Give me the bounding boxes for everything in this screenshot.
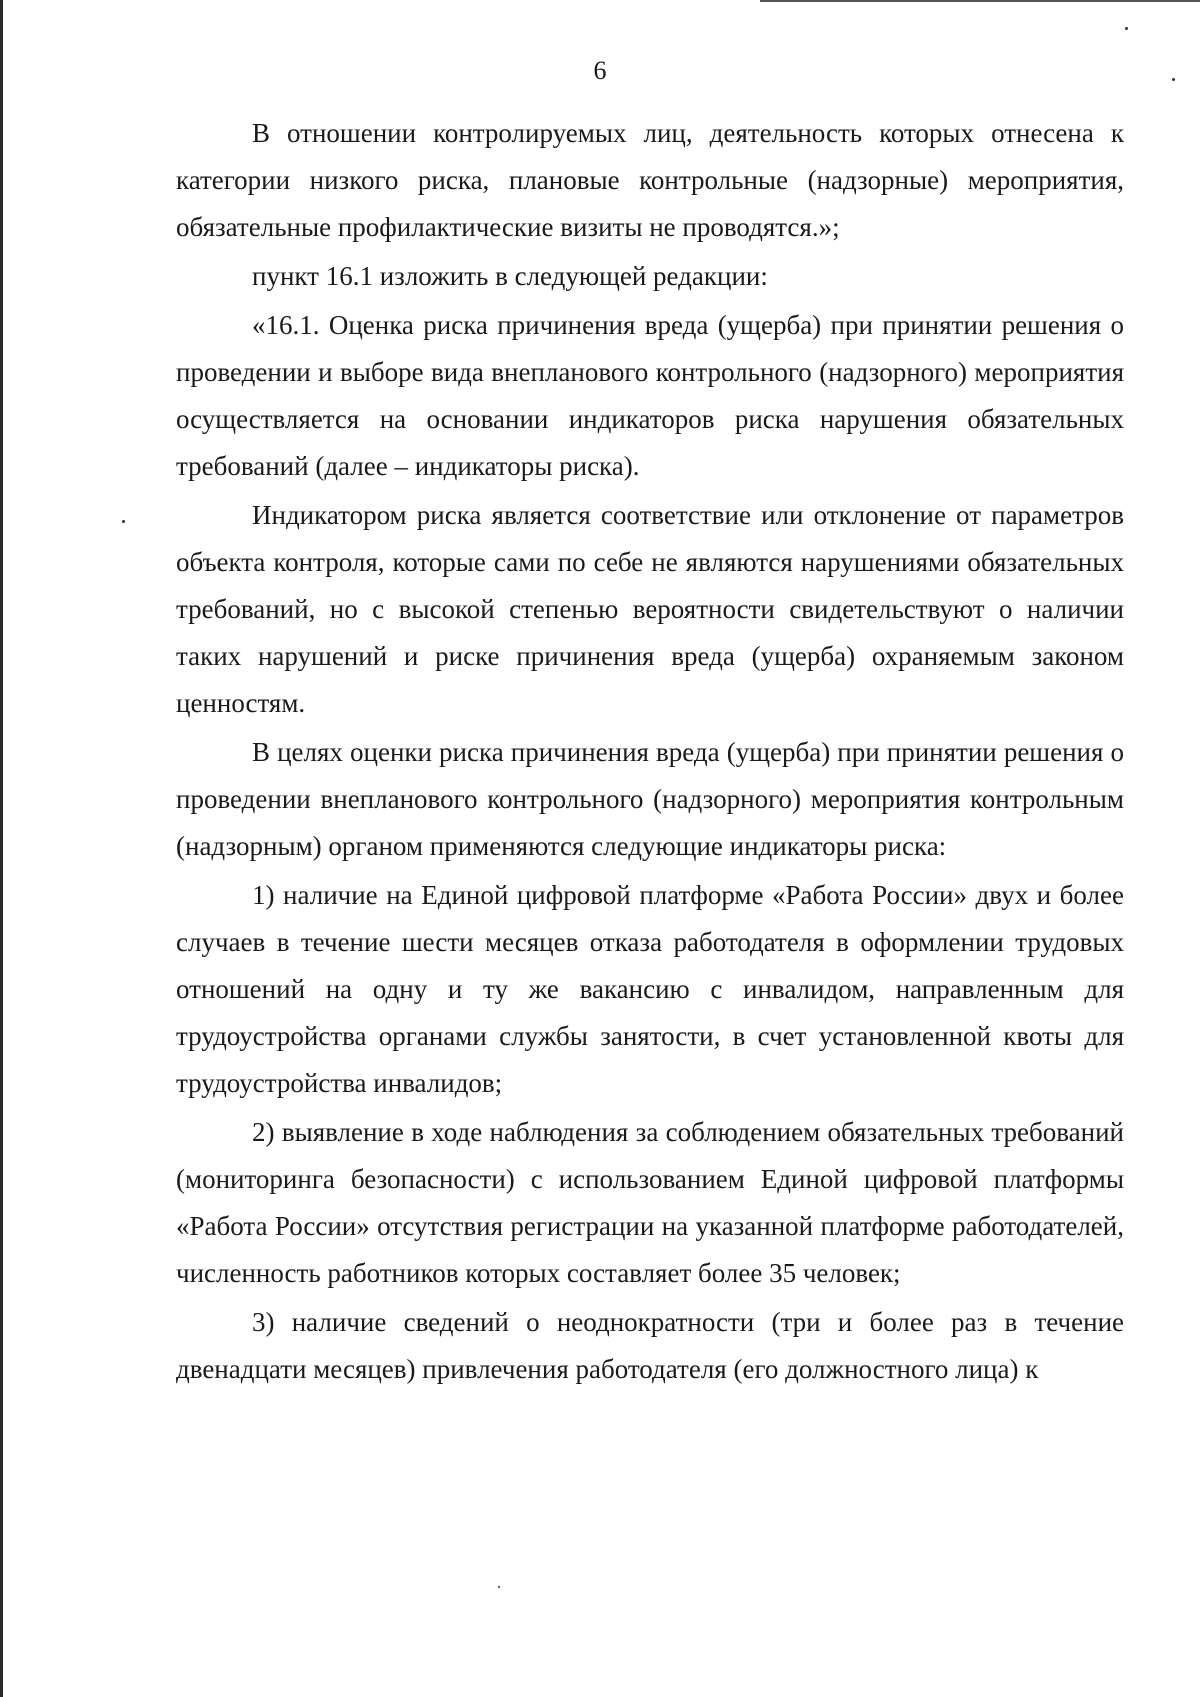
page-number: 6 xyxy=(593,56,607,85)
paragraph-risk-indicators-intro: В целях оценки риска причинения вреда (ущерба) при принятии решения о проведении внепланового контрольного (надзорного) мероприятия контрольным (надзорным) органом применяются следующие индикаторы риска: xyxy=(176,737,1124,861)
scan-speck xyxy=(122,520,125,523)
list-item-2: 2) выявление в ходе наблюдения за соблюдением обязательных требований (мониторинга безопасности) с использованием Единой цифровой платформы «Работа России» отсутствия регистрации на указанной платформе работодателей, численность работников которых составляет более 35 человек; xyxy=(176,1117,1124,1288)
scan-left-edge xyxy=(0,0,3,1697)
scan-top-edge xyxy=(760,0,1200,2)
list-item-3: 3) наличие сведений о неоднократности (три и более раз в течение двенадцати месяцев) привлечения работодателя (его должностного лица) к xyxy=(176,1307,1124,1384)
scan-speck xyxy=(498,1586,500,1588)
paragraph-risk-indicator-definition: Индикатором риска является соответствие или отклонение от параметров объекта контроля, которые сами по себе не являются нарушениями обязательных требований, но с высокой степенью вероятности свидетельствуют о наличии таких нарушений и риске причинения вреда (ущерба) охраняемым законом ценностям. xyxy=(176,500,1124,718)
paragraph-amendment-intro: пункт 16.1 изложить в следующей редакции: xyxy=(252,261,768,291)
paragraph-16-1: «16.1. Оценка риска причинения вреда (ущерба) при принятии решения о проведении и выборе вида внепланового контрольного (надзорного) мероприятия осуществляется на основании индикаторов риска нарушения обязательных требований (далее – индикаторы риска). xyxy=(176,310,1124,481)
scan-speck xyxy=(1125,27,1128,30)
paragraph-low-risk: В отношении контролируемых лиц, деятельность которых отнесена к категории низкого риска, плановые контрольные (надзорные) мероприятия, обязательные профилактические визиты не проводятся.»; xyxy=(176,118,1124,242)
list-item-1: 1) наличие на Единой цифровой платформе «Работа России» двух и более случаев в течение шести месяцев отказа работодателя в оформлении трудовых отношений на одну и ту же вакансию с инвалидом, направленным для трудоустройства органами службы занятости, в счет установленной квоты для трудоустройства инвалидов; xyxy=(176,880,1124,1098)
document-body xyxy=(176,110,1124,1393)
